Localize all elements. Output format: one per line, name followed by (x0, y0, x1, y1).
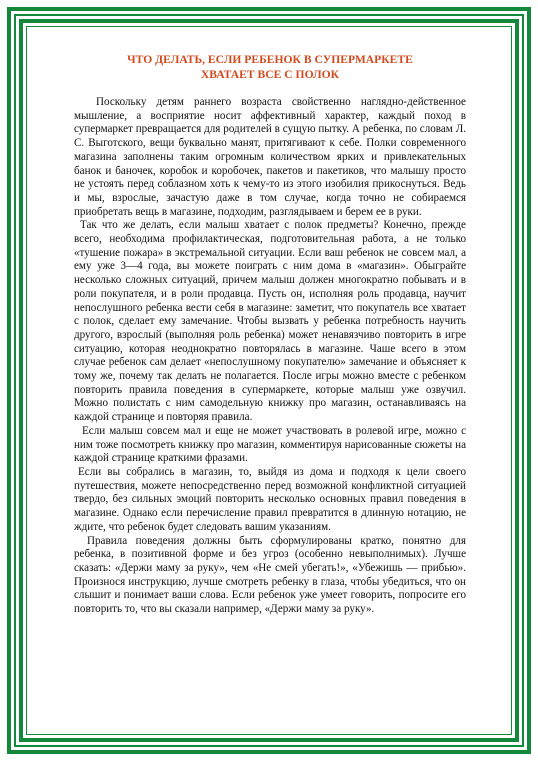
page-title (74, 52, 466, 82)
paragraph-3: Если малыш совсем мал и еще не может участвовать в ролевой игре, можно с ним тоже посмотреть книжку про магазин, комментируя нарисованные сюжеты на каждой странице краткими фразами. (74, 424, 466, 465)
paragraph-1: Поскольку детям раннего возраста свойственно наглядно-действенное мышление, а восприятие носит аффективный характер, каждый поход в супермаркет превращается для родителей в сущую пытку. А ребенка, по словам Л. С. Выготского, вещи буквально манят, притягивают к себе. Полки современного магазина заполнены таким огромным количеством ярких и привлекательных банок и баночек, коробок и коробочек, пакетов и пакетиков, что малышу просто не устоять перед соблазном хоть к чему-то из этого изобилия прикоснуться. Ведь и мы, взрослые, зачастую даже в том случае, когда точно не собираемся приобретать вещь в магазине, подходим, разглядываем и берем ее в руки. (74, 96, 466, 218)
document-body (74, 52, 466, 617)
paragraph-5: Правила поведения должны быть сформулированы кратко, понятно для ребенка, в позитивной форме и без угроз (особенно невыполнимых). Лучше сказать: «Держи маму за руку», чем «Не смей убегать!», «Убежишь — прибью». Произнося инструкцию, лучше смотреть ребенку в глаза, чтобы убедиться, что он слышит и понимает ваши слова. Если ребенок уже умеет говорить, попросите его повторить то, что вы сказали например, «Держи маму за руку». (74, 534, 466, 616)
title-line-2: ХВАТАЕТ ВСЕ С ПОЛОК (200, 68, 340, 81)
title-line-1: ЧТО ДЕЛАТЬ, ЕСЛИ РЕБЕНОК В СУПЕРМАРКЕТЕ (127, 53, 413, 66)
paragraph-4: Если вы собрались в магазин, то, выйдя из дома и подходя к цели своего путешествия, можете непосредственно перед возможной конфликтной ситуацией твердо, без сильных эмоций повторить несколько основных правил поведения в магазине. Однако если перечисление правил превратится в длинную нотацию, не ждите, что ребенок будет следовать вашим указаниям. (74, 465, 466, 533)
paragraph-2: Так что же делать, если малыш хватает с полок предметы? Конечно, прежде всего, необходима профилактическая, подготовительная работа, а не только «тушение пожара» в экстремальной ситуации. Если ваш ребенок не совсем мал, а ему уже 3—4 года, вы можете поиграть с ним дома в «магазин». Обыграйте несколько сложных ситуаций, причем малыш должен многократно побывать и в роли покупателя, и в роли продавца. Пусть он, исполняя роль продавца, научит непослушного ребенка вести себя в магазине: заметит, что покупатель все хватает с полок, сделает ему замечание. Чтобы вызвать у ребенка потребность научить другого, взрослый (выполняя роль ребенка) может ненавязчиво повторить в игре ситуацию, которая неоднократно повторялась в магазине. Чаше всего в этом случае ребенок сам делает «непослушному покупателю» замечание и объясняет к тому же, почему так делать не полагается. После игры можно вместе с ребенком повторить правила поведения в супермаркете, которые малыш уже озвучил. Можно полистать с ним самодельную книжку про магазин, останавливаясь на каждой странице и повторяя правила. (74, 219, 466, 424)
